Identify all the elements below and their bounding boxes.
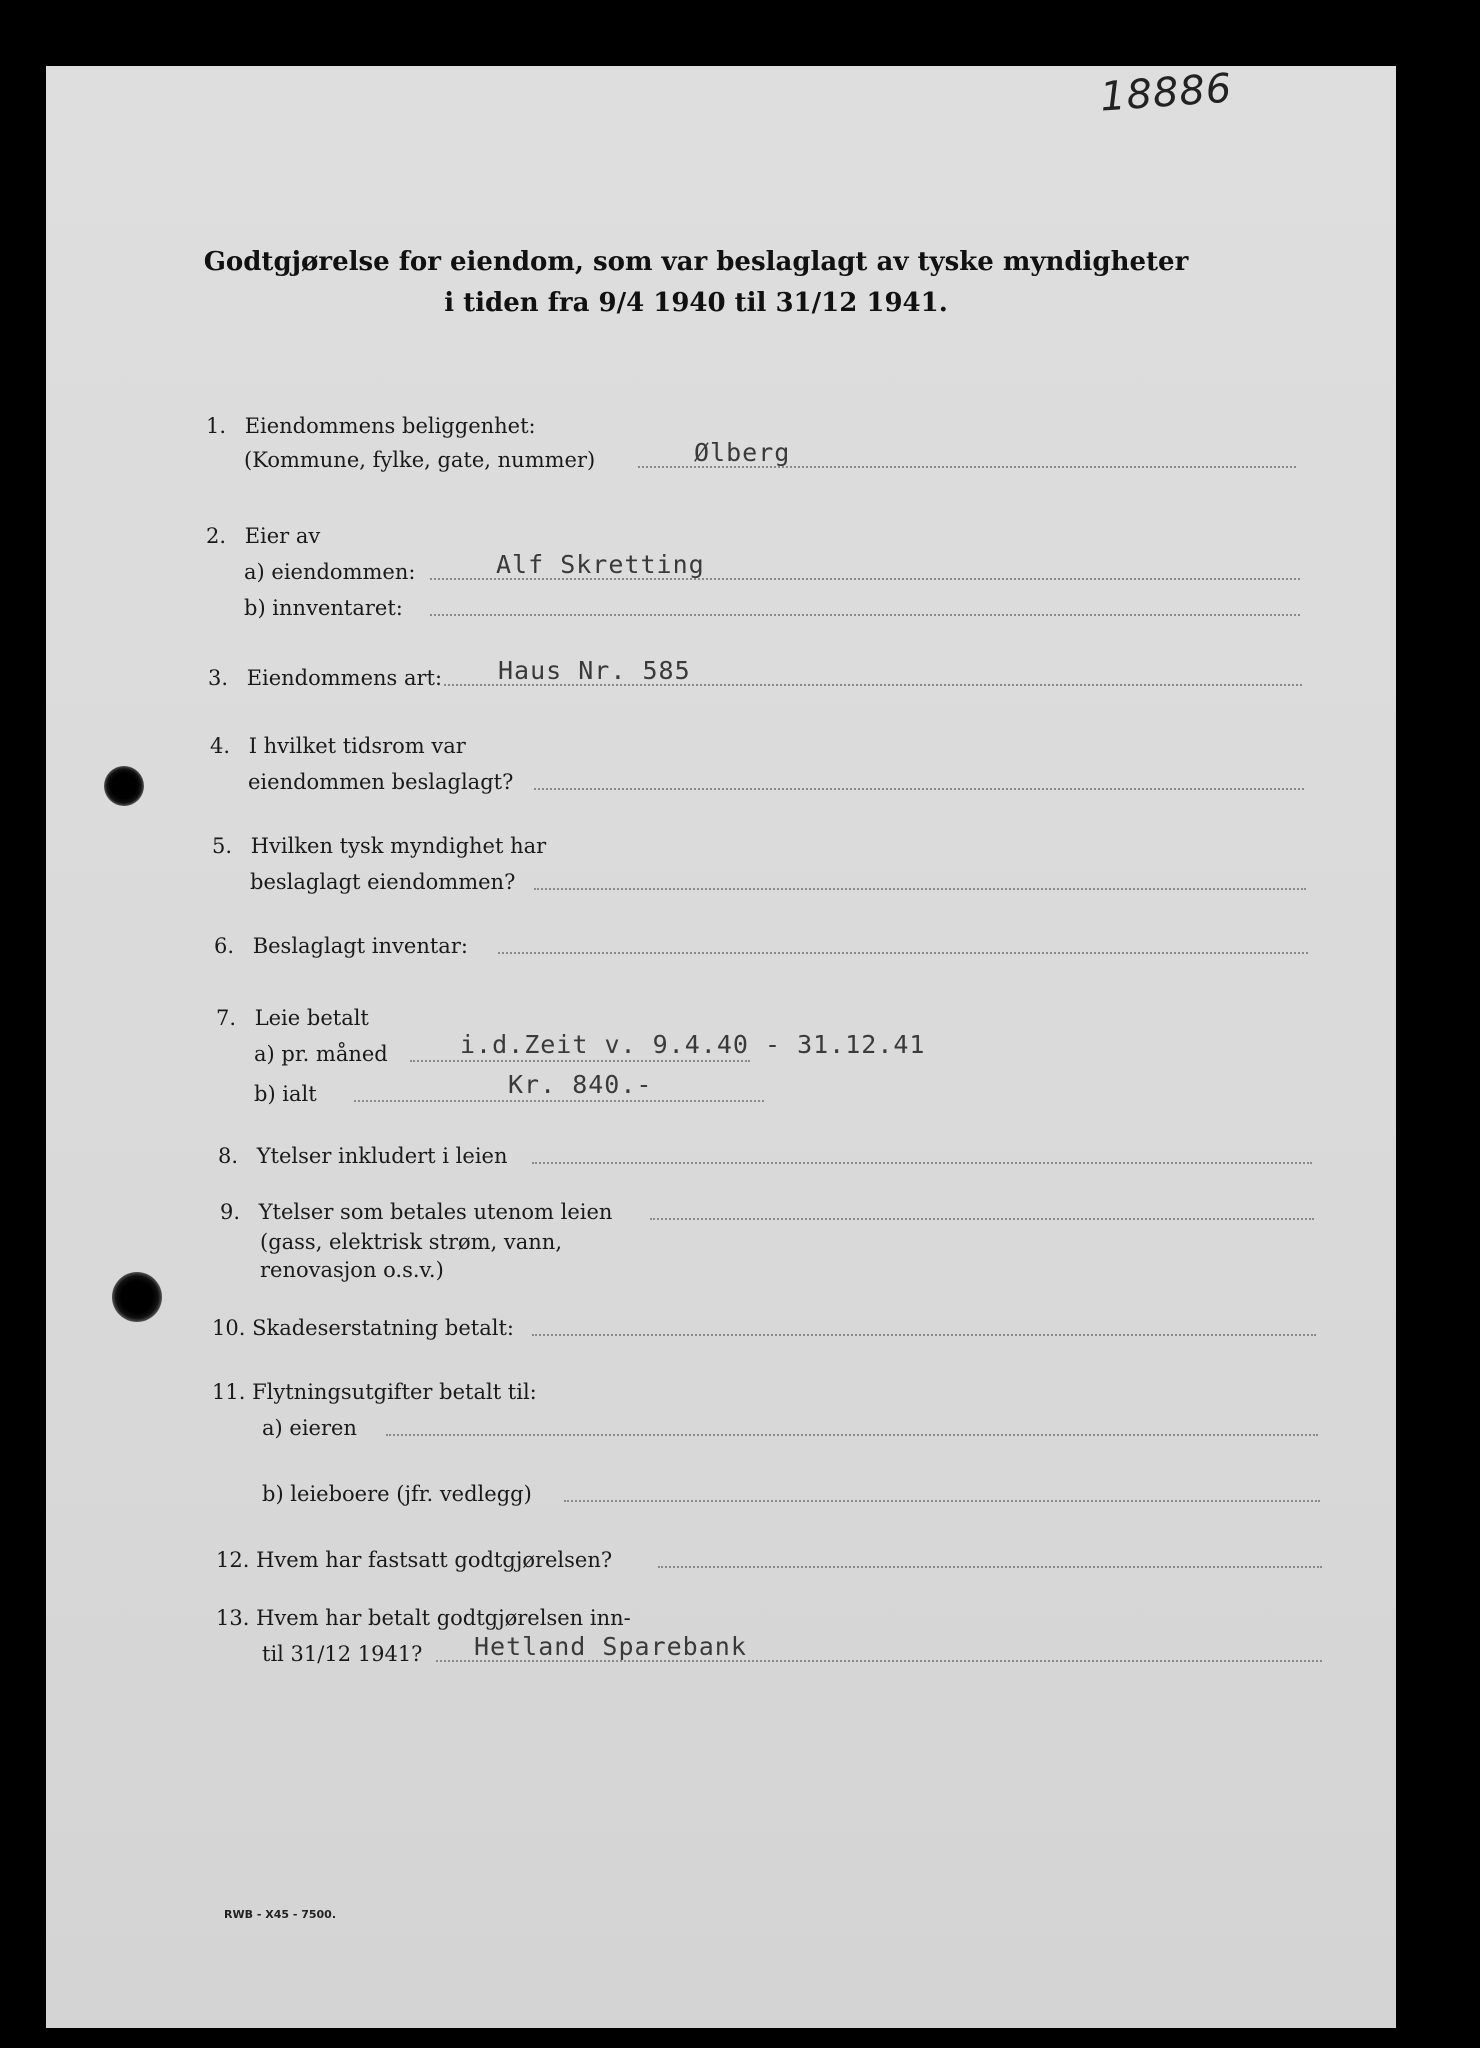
punch-hole-top [104,766,144,806]
item-5-label: 5. Hvilken tysk myndighet har [212,834,547,858]
title-line-1: Godtgjørelse for eiendom, som var beslaglagt av tyske myndigheter [203,247,1189,277]
print-code: RWB - X45 - 7500. [224,1908,337,1921]
item-9-sublabel-2: renovasjon o.s.v.) [260,1258,444,1282]
item-11a-label: a) eieren [262,1416,357,1440]
item-2-label: 2. Eier av [206,524,321,548]
item-2a-answer: Alf Skretting [496,550,705,579]
item-5-answer-line [534,888,1306,890]
item-9-label: 9. Ytelser som betales utenom leien [220,1200,613,1224]
item-13-label: 13. Hvem har betalt godtgjørelsen inn- [216,1606,631,1630]
item-3-answer: Haus Nr. 585 [498,656,691,685]
title-line-2: i tiden fra 9/4 1940 til 31/12 1941. [444,288,948,318]
item-11a-answer-line [386,1434,1318,1436]
punch-hole-bottom [112,1272,162,1322]
item-4-answer-line [534,788,1304,790]
item-11b-label: b) leieboere (jfr. vedlegg) [262,1482,532,1506]
item-7b-answer: Kr. 840.- [508,1070,653,1099]
item-11-label: 11. Flytningsutgifter betalt til: [212,1380,537,1404]
item-12-answer-line [658,1566,1322,1568]
item-2b-label: b) innventaret: [244,596,403,620]
item-13-answer: Hetland Sparebank [474,1632,747,1661]
item-8-answer-line [532,1162,1312,1164]
item-4-sublabel: eiendommen beslaglagt? [248,770,514,794]
form-title [196,242,1196,324]
item-2a-label: a) eiendommen: [244,560,416,584]
item-10-label: 10. Skadeserstatning betalt: [212,1316,514,1340]
item-9-sublabel-1: (gass, elektrisk strøm, vann, [260,1230,562,1254]
item-1-answer: Ølberg [694,438,791,467]
item-7-label: 7. Leie betalt [216,1006,369,1030]
item-7b-answer-line [354,1100,764,1102]
item-9-answer-line [650,1218,1314,1220]
item-8-label: 8. Ytelser inkludert i leien [218,1144,508,1168]
item-3-label: 3. Eiendommens art: [208,666,443,690]
item-7b-label: b) ialt [254,1082,317,1106]
item-7a-answer-line [410,1060,750,1062]
handwritten-archive-number: 18886 [1098,65,1234,121]
item-11b-answer-line [564,1500,1320,1502]
item-10-answer-line [532,1334,1316,1336]
item-7a-answer: i.d.Zeit v. 9.4.40 - 31.12.41 [460,1030,926,1059]
item-7a-label: a) pr. måned [254,1042,388,1066]
item-1-sublabel: (Kommune, fylke, gate, nummer) [244,448,596,472]
form-sheet [46,66,1396,2028]
item-6-answer-line [498,952,1308,954]
item-2b-answer-line [430,614,1300,616]
item-12-label: 12. Hvem har fastsatt godtgjørelsen? [216,1548,613,1572]
item-5-sublabel: beslaglagt eiendommen? [250,870,516,894]
item-1-label: 1. Eiendommens beliggenhet: [206,414,536,438]
item-6-label: 6. Beslaglagt inventar: [214,934,468,958]
item-4-label: 4. I hvilket tidsrom var [210,734,466,758]
item-13-sublabel: til 31/12 1941? [262,1642,423,1666]
